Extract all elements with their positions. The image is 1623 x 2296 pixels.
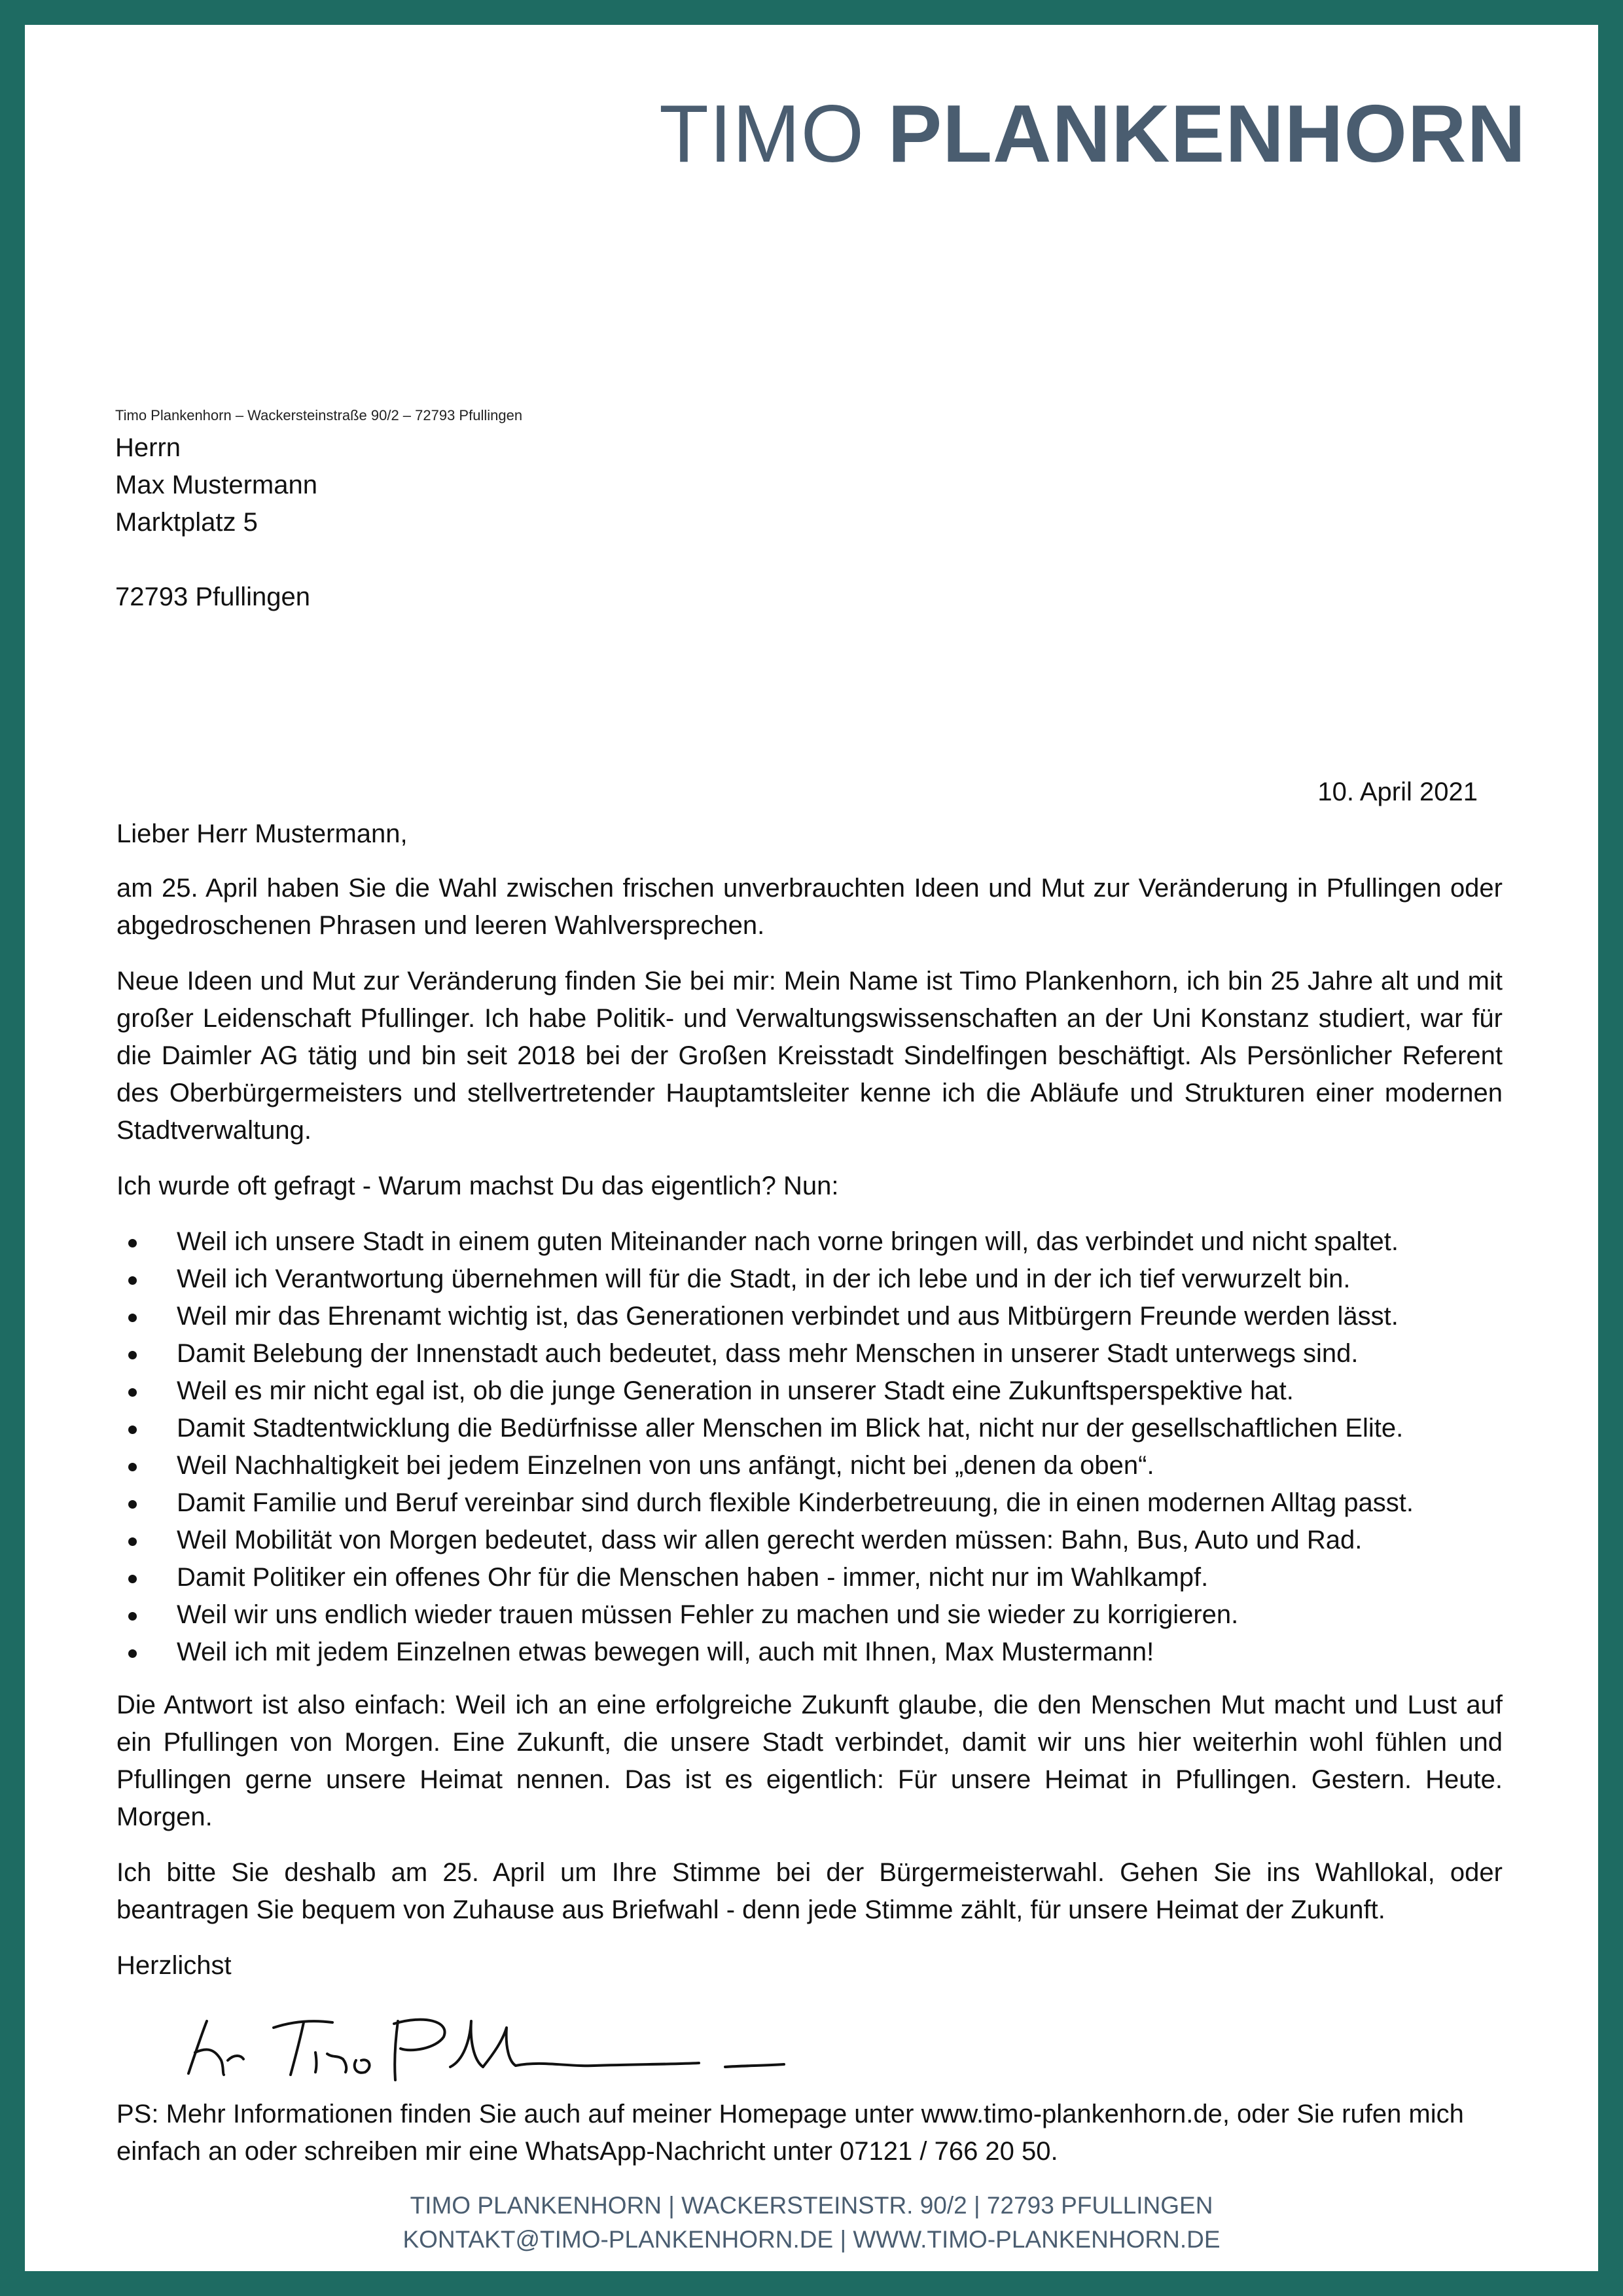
signature-image [175,2001,791,2087]
list-item: Damit Politiker ein offenes Ohr für die Menschen haben - immer, nicht nur im Wahlkampf. [116,1559,1503,1596]
recipient-address [115,429,317,616]
list-item: Damit Familie und Beruf vereinbar sind durch flexible Kinderbetreuung, die in einen modernen Alltag passt. [116,1484,1503,1522]
letterhead-name [659,88,1526,181]
bullet-icon [128,1426,137,1434]
paragraph-answer: Die Antwort ist also einfach: Weil ich an eine erfolgreiche Zukunft glaube, die den Menschen Mut macht und Lust auf ein Pfullingen von Morgen. Eine Zukunft, die unsere Stadt verbindet, damit wir uns hier weiterhin wohl fühlen und Pfullingen gerne unsere Heimat nennen. Das ist es eigentlich: Für unsere Heimat in Pfullingen. Gestern. Heute. Morgen. [116,1691,1503,1831]
bullet-icon [128,1612,137,1621]
bullet-icon [128,1649,137,1658]
bullet-icon [128,1239,137,1247]
list-item: Damit Stadtentwicklung die Bedürfnisse aller Menschen im Blick hat, nicht nur der gesellschaftlichen Elite. [116,1410,1503,1447]
list-item: Weil mir das Ehrenamt wichtig ist, das Generationen verbindet und aus Mitbürgern Freunde werden lässt. [116,1298,1503,1335]
letter-body [116,816,1503,2003]
letter-date: 10. April 2021 [1317,778,1478,806]
list-item: Weil ich Verantwortung übernehmen will für die Stadt, in der ich lebe und in der ich tief verwurzelt bin. [116,1261,1503,1298]
bullet-icon [128,1388,137,1397]
reasons-list [116,1223,1503,1671]
letterhead-last-name: PLANKENHORN [887,89,1526,179]
list-item: Damit Belebung der Innenstadt auch bedeutet, dass mehr Menschen in unserer Stadt unterwegs sind. [116,1335,1503,1372]
bullet-icon [128,1500,137,1509]
bullet-icon [128,1276,137,1285]
bullet-icon [128,1537,137,1546]
closing: Herzlichst [116,1951,232,1980]
footer-contact: KONTAKT@TIMO-PLANKENHORN.DE | WWW.TIMO-PLANKENHORN.DE [402,2226,1221,2253]
postscript: PS: Mehr Informationen finden Sie auch auf meiner Homepage unter www.timo-plankenhorn.de, oder Sie rufen mich einfach an oder schreiben mir eine WhatsApp-Nachricht unter 07121 / 766 20 50. [116,2100,1464,2166]
list-item: Weil ich unsere Stadt in einem guten Miteinander nach vorne bringen will, das verbindet und nicht spaltet. [116,1223,1503,1261]
bullet-icon [128,1314,137,1322]
list-item: Weil Nachhaltigkeit bei jedem Einzelnen von uns anfängt, nicht bei „denen da oben“. [116,1447,1503,1484]
list-item: Weil es mir nicht egal ist, ob die junge Generation in unserer Stadt eine Zukunftsperspektive hat. [116,1372,1503,1410]
recipient-name: Max Mustermann [115,471,317,499]
bullet-icon [128,1463,137,1471]
list-item: Weil wir uns endlich wieder trauen müssen Fehler zu machen und sie wieder zu korrigieren. [116,1596,1503,1634]
paragraph-question: Ich wurde oft gefragt - Warum machst Du das eigentlich? Nun: [116,1172,839,1200]
recipient-street: Marktplatz 5 [115,508,258,537]
list-item: Weil ich mit jedem Einzelnen etwas bewegen will, auch mit Ihnen, Max Mustermann! [116,1634,1503,1671]
letter-page [25,25,1598,2271]
list-item: Weil Mobilität von Morgen bedeutet, dass wir allen gerecht werden müssen: Bahn, Bus, Auto und Rad. [116,1522,1503,1559]
recipient-salutation: Herrn [115,433,181,462]
footer-address: TIMO PLANKENHORN | WACKERSTEINSTR. 90/2 | 72793 PFULLINGEN [410,2192,1213,2219]
bullet-icon [128,1575,137,1583]
sender-return-address: Timo Plankenhorn – Wackersteinstraße 90/2 – 72793 Pfullingen [115,407,523,423]
footer [25,2189,1598,2257]
paragraph-intro: am 25. April haben Sie die Wahl zwischen frischen unverbrauchten Ideen und Mut zur Veränderung in Pfullingen oder abgedroschenen Phrasen und leeren Wahlversprechen. [116,874,1503,940]
paragraph-about: Neue Ideen und Mut zur Veränderung finden Sie bei mir: Mein Name ist Timo Plankenhorn, ich bin 25 Jahre alt und mit großer Leidenschaft Pfullinger. Ich habe Politik- und Verwaltungswissenschaften an der Uni Konstanz studiert, war für die Daimler AG tätig und bin seit 2018 bei der Großen Kreisstadt Sindelfingen beschäftigt. Als Persönlicher Referent des Oberbürgermeisters und stellvertretender Hauptamtsleiter kenne ich die Abläufe und Strukturen einer modernen Stadtverwaltung. [116,967,1503,1145]
recipient-city: 72793 Pfullingen [115,583,311,611]
greeting: Lieber Herr Mustermann, [116,819,408,848]
letterhead-first-name: TIMO [659,89,888,179]
paragraph-call-to-vote: Ich bitte Sie deshalb am 25. April um Ihre Stimme bei der Bürgermeisterwahl. Gehen Sie ins Wahllokal, oder beantragen Sie bequem von Zuhause aus Briefwahl - denn jede Stimme zählt, für unsere Heimat der Zukunft. [116,1858,1503,1924]
bullet-icon [128,1351,137,1359]
